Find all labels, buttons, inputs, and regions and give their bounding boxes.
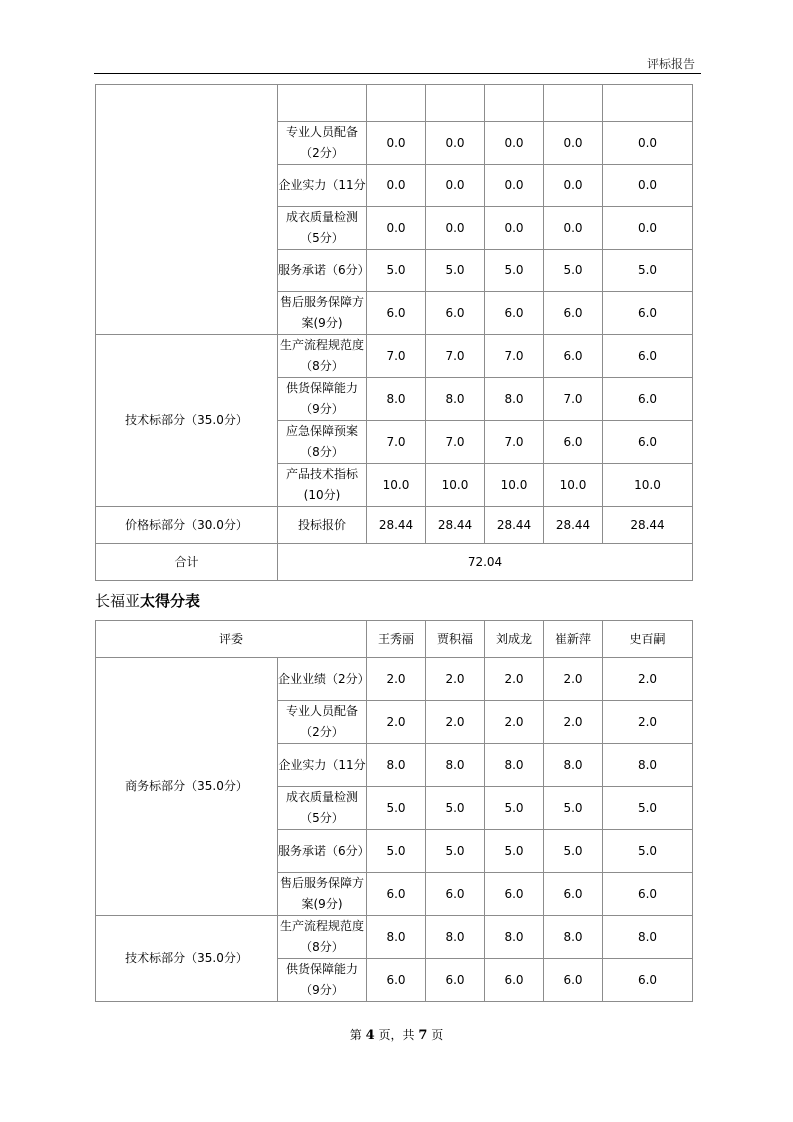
score-cell: 5.0 — [603, 830, 693, 873]
score-cell: 6.0 — [426, 873, 485, 916]
item-cell: 企业业绩（2分） — [278, 658, 367, 701]
score-cell: 6.0 — [485, 292, 544, 335]
judge-name: 贾积福 — [426, 621, 485, 658]
section-cell-tech: 技术标部分（35.0分） — [96, 335, 278, 507]
score-cell: 0.0 — [485, 122, 544, 165]
score-cell: 0.0 — [603, 122, 693, 165]
page-footer — [0, 1026, 793, 1043]
item-cell: 售后服务保障方案(9分) — [278, 292, 367, 335]
score-cell: 2.0 — [426, 701, 485, 744]
item-cell: 应急保障预案（8分） — [278, 421, 367, 464]
score-cell: 6.0 — [485, 873, 544, 916]
table-row — [96, 658, 693, 701]
score-cell: 8.0 — [426, 744, 485, 787]
score-cell: 6.0 — [426, 959, 485, 1002]
score-cell: 0.0 — [367, 122, 426, 165]
score-cell: 0.0 — [367, 207, 426, 250]
score-cell: 28.44 — [485, 507, 544, 544]
score-cell: 5.0 — [485, 250, 544, 292]
score-cell: 0.0 — [544, 122, 603, 165]
header-row — [96, 621, 693, 658]
score-cell: 5.0 — [367, 787, 426, 830]
score-cell: 8.0 — [544, 916, 603, 959]
item-cell: 企业实力（11分 — [278, 165, 367, 207]
score-cell: 6.0 — [603, 421, 693, 464]
section-cell-empty — [96, 85, 278, 335]
item-cell — [278, 85, 367, 122]
score-cell: 0.0 — [485, 207, 544, 250]
judge-name: 崔新萍 — [544, 621, 603, 658]
item-cell: 售后服务保障方案(9分) — [278, 873, 367, 916]
score-cell: 7.0 — [485, 335, 544, 378]
score-table-changfuyatai — [95, 620, 693, 1002]
score-cell: 5.0 — [544, 250, 603, 292]
table2-title-company: 长福亚 — [95, 592, 141, 610]
judges-header-label: 评委 — [96, 621, 367, 658]
score-cell: 5.0 — [485, 830, 544, 873]
score-cell: 6.0 — [367, 873, 426, 916]
item-cell: 成衣质量检测（5分） — [278, 207, 367, 250]
price-row — [96, 507, 693, 544]
score-cell: 8.0 — [367, 744, 426, 787]
footer-suffix: 页 — [431, 1028, 444, 1042]
score-cell: 8.0 — [603, 916, 693, 959]
score-cell: 6.0 — [367, 292, 426, 335]
judge-name: 王秀丽 — [367, 621, 426, 658]
score-cell: 6.0 — [603, 335, 693, 378]
item-cell: 专业人员配备（2分） — [278, 122, 367, 165]
score-cell: 6.0 — [426, 292, 485, 335]
score-cell — [603, 85, 693, 122]
score-cell: 0.0 — [603, 165, 693, 207]
score-cell: 6.0 — [603, 292, 693, 335]
score-cell: 2.0 — [485, 701, 544, 744]
score-cell: 5.0 — [426, 250, 485, 292]
score-cell: 10.0 — [426, 464, 485, 507]
page-number: 4 — [365, 1028, 375, 1043]
score-cell — [485, 85, 544, 122]
footer-middle: 页，共 — [378, 1028, 415, 1042]
item-cell: 生产流程规范度（8分） — [278, 916, 367, 959]
table2-title — [95, 590, 200, 611]
score-cell: 6.0 — [544, 873, 603, 916]
score-cell: 7.0 — [367, 421, 426, 464]
item-cell: 服务承诺（6分） — [278, 250, 367, 292]
judge-name: 刘成龙 — [485, 621, 544, 658]
item-cell: 供货保障能力（9分） — [278, 959, 367, 1002]
score-cell: 0.0 — [544, 207, 603, 250]
page-total: 7 — [418, 1028, 428, 1043]
score-cell: 0.0 — [544, 165, 603, 207]
score-cell: 28.44 — [426, 507, 485, 544]
item-cell: 供货保障能力（9分） — [278, 378, 367, 421]
score-cell: 6.0 — [544, 959, 603, 1002]
item-cell: 产品技术指标(10分) — [278, 464, 367, 507]
score-cell: 2.0 — [426, 658, 485, 701]
score-cell: 6.0 — [603, 378, 693, 421]
score-cell: 8.0 — [603, 744, 693, 787]
score-cell: 0.0 — [367, 165, 426, 207]
table-row — [96, 916, 693, 959]
score-cell: 2.0 — [544, 701, 603, 744]
section-cell-price: 价格标部分（30.0分） — [96, 507, 278, 544]
score-cell: 5.0 — [544, 830, 603, 873]
score-cell: 5.0 — [426, 787, 485, 830]
score-cell: 8.0 — [485, 378, 544, 421]
score-cell: 6.0 — [603, 959, 693, 1002]
score-cell: 2.0 — [485, 658, 544, 701]
score-cell: 7.0 — [367, 335, 426, 378]
score-cell: 7.0 — [426, 335, 485, 378]
score-cell: 2.0 — [367, 658, 426, 701]
score-cell: 8.0 — [367, 378, 426, 421]
score-cell: 0.0 — [603, 207, 693, 250]
section-cell-tech: 技术标部分（35.0分） — [96, 916, 278, 1002]
score-cell: 2.0 — [367, 701, 426, 744]
table2-title-suffix: 太得分表 — [140, 592, 201, 610]
score-cell: 6.0 — [367, 959, 426, 1002]
total-row — [96, 544, 693, 581]
score-cell: 8.0 — [426, 916, 485, 959]
score-cell: 0.0 — [485, 165, 544, 207]
score-cell: 5.0 — [603, 250, 693, 292]
score-cell: 5.0 — [485, 787, 544, 830]
score-cell: 6.0 — [485, 959, 544, 1002]
score-cell: 10.0 — [603, 464, 693, 507]
item-cell: 生产流程规范度（8分） — [278, 335, 367, 378]
score-cell: 8.0 — [485, 744, 544, 787]
score-cell: 5.0 — [367, 250, 426, 292]
score-cell: 6.0 — [544, 421, 603, 464]
section-cell-business: 商务标部分（35.0分） — [96, 658, 278, 916]
score-cell — [544, 85, 603, 122]
score-cell: 8.0 — [544, 744, 603, 787]
score-cell: 7.0 — [485, 421, 544, 464]
score-cell: 2.0 — [603, 658, 693, 701]
score-cell: 6.0 — [544, 292, 603, 335]
score-cell: 10.0 — [544, 464, 603, 507]
score-cell: 10.0 — [367, 464, 426, 507]
score-cell: 8.0 — [485, 916, 544, 959]
item-cell: 专业人员配备（2分） — [278, 701, 367, 744]
score-cell: 8.0 — [426, 378, 485, 421]
score-cell: 0.0 — [426, 165, 485, 207]
score-cell: 7.0 — [426, 421, 485, 464]
header-rule — [94, 73, 701, 74]
score-cell — [426, 85, 485, 122]
score-cell: 0.0 — [426, 122, 485, 165]
total-value: 72.04 — [278, 544, 693, 581]
score-table-continued — [95, 84, 693, 581]
score-cell: 2.0 — [544, 658, 603, 701]
score-cell: 0.0 — [426, 207, 485, 250]
score-cell: 7.0 — [544, 378, 603, 421]
item-cell: 服务承诺（6分） — [278, 830, 367, 873]
score-cell: 5.0 — [367, 830, 426, 873]
score-cell: 2.0 — [603, 701, 693, 744]
table-row — [96, 335, 693, 378]
table-row — [96, 85, 693, 122]
total-label: 合计 — [96, 544, 278, 581]
score-cell: 10.0 — [485, 464, 544, 507]
score-cell: 6.0 — [544, 335, 603, 378]
report-header-title: 评标报告 — [646, 57, 695, 71]
score-cell: 5.0 — [544, 787, 603, 830]
judge-name: 史百嗣 — [603, 621, 693, 658]
item-cell: 投标报价 — [278, 507, 367, 544]
score-cell: 5.0 — [603, 787, 693, 830]
score-cell: 28.44 — [544, 507, 603, 544]
item-cell: 成衣质量检测（5分） — [278, 787, 367, 830]
item-cell: 企业实力（11分 — [278, 744, 367, 787]
score-cell: 6.0 — [603, 873, 693, 916]
score-cell: 28.44 — [603, 507, 693, 544]
score-cell: 28.44 — [367, 507, 426, 544]
score-cell — [367, 85, 426, 122]
footer-prefix: 第 — [349, 1028, 362, 1042]
score-cell: 8.0 — [367, 916, 426, 959]
score-cell: 5.0 — [426, 830, 485, 873]
